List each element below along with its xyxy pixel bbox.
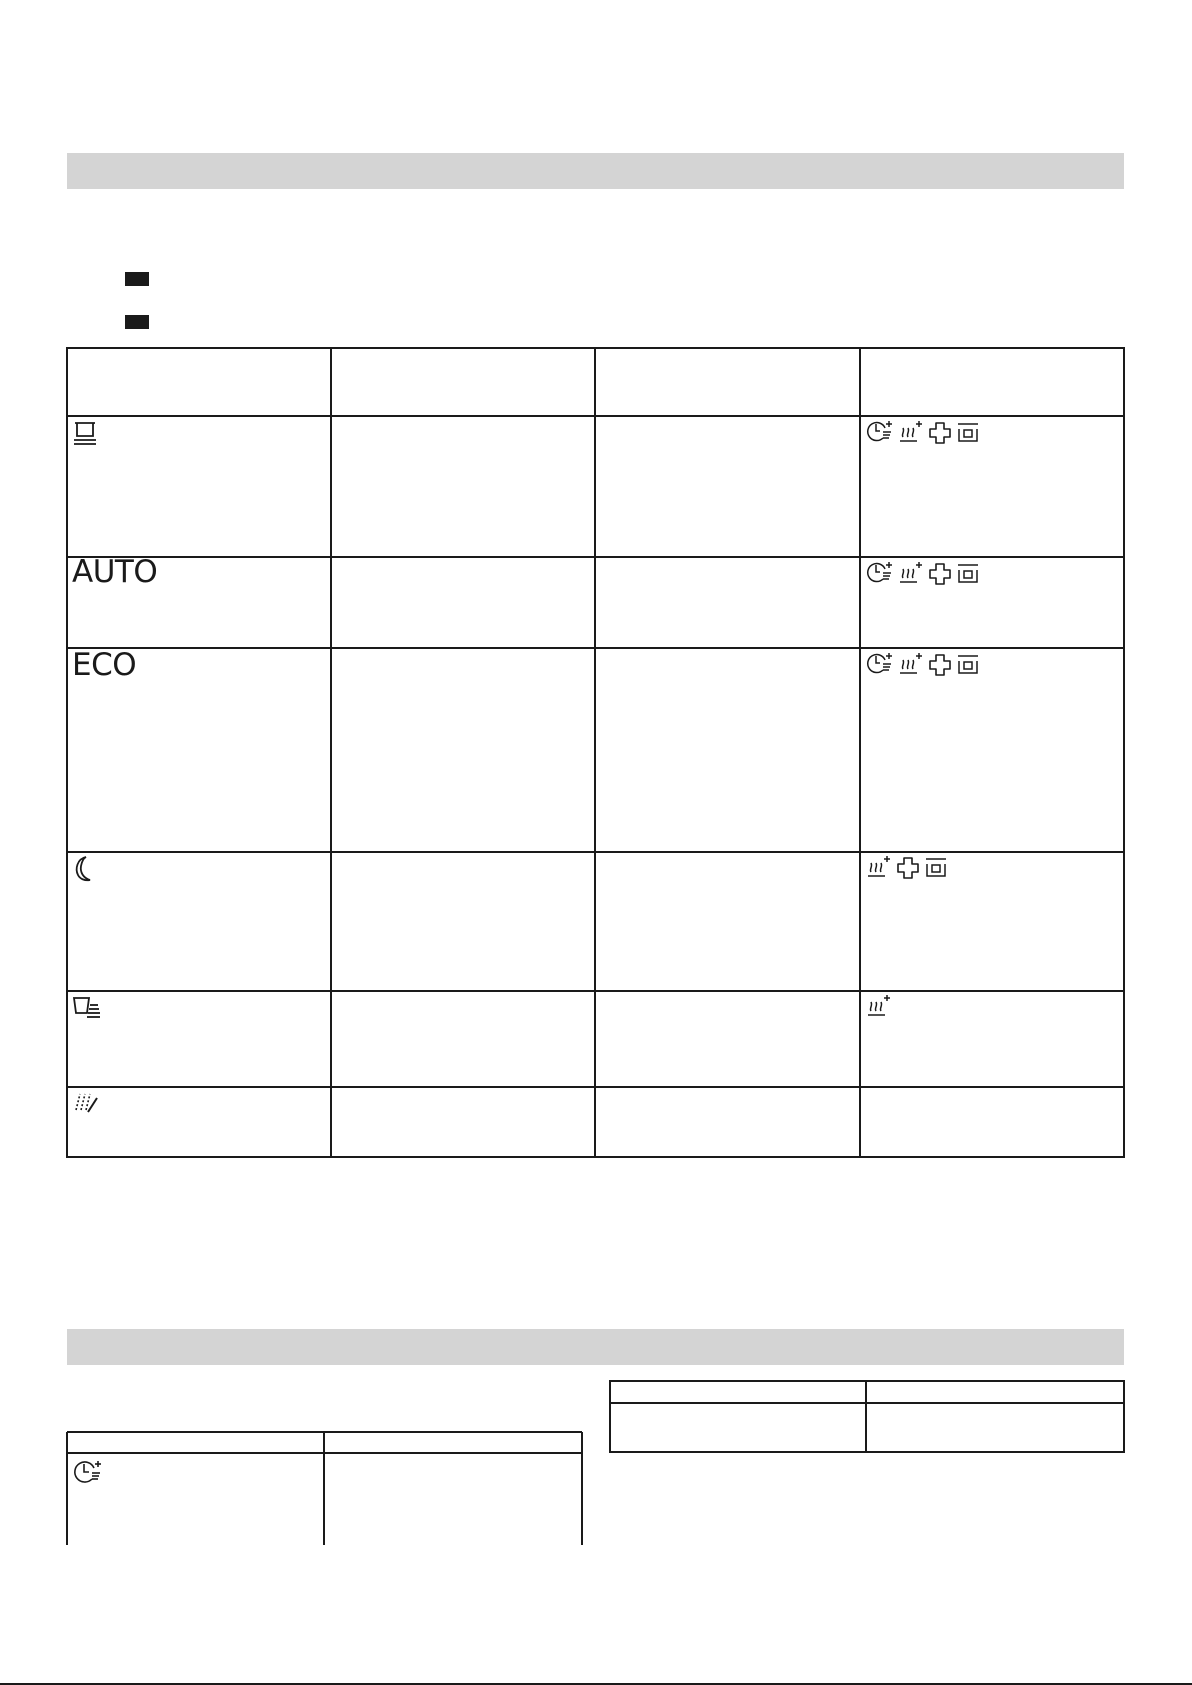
program-label-auto: AUTO bbox=[72, 554, 158, 590]
extra-dry-icon bbox=[866, 854, 892, 885]
option-icons-row-1 bbox=[866, 419, 980, 450]
option-icons-row-4 bbox=[866, 854, 948, 885]
lower-basket-icon bbox=[956, 421, 980, 450]
section-header-bar bbox=[67, 1329, 1124, 1365]
bullet-square bbox=[125, 315, 149, 329]
pots-icon bbox=[72, 420, 98, 448]
lower-basket-icon bbox=[956, 562, 980, 591]
quick-glass-icon bbox=[72, 995, 102, 1021]
extra-hygiene-icon bbox=[928, 421, 952, 450]
bullet-square bbox=[125, 272, 149, 286]
extra-dry-icon bbox=[898, 651, 924, 682]
time-saver-icon bbox=[866, 419, 894, 450]
extra-hygiene-icon bbox=[928, 653, 952, 682]
extra-dry-icon bbox=[898, 560, 924, 591]
night-moon-icon bbox=[72, 855, 94, 883]
lower-basket-icon bbox=[956, 653, 980, 682]
time-saver-icon bbox=[866, 651, 894, 682]
extra-hygiene-icon bbox=[896, 856, 920, 885]
option-icons-row-3 bbox=[866, 651, 980, 682]
pre-rinse-icon bbox=[72, 1090, 100, 1114]
program-label-eco: ECO bbox=[72, 647, 137, 683]
option-icons-row-2 bbox=[866, 560, 980, 591]
section-header-bar bbox=[67, 153, 1124, 189]
option-icons-row-5 bbox=[866, 993, 892, 1024]
time-saver-icon bbox=[866, 560, 894, 591]
lower-basket-icon bbox=[924, 856, 948, 885]
extra-hygiene-icon bbox=[928, 562, 952, 591]
extra-dry-icon bbox=[866, 993, 892, 1024]
extra-dry-icon bbox=[898, 419, 924, 450]
time-saver-icon bbox=[72, 1458, 104, 1486]
